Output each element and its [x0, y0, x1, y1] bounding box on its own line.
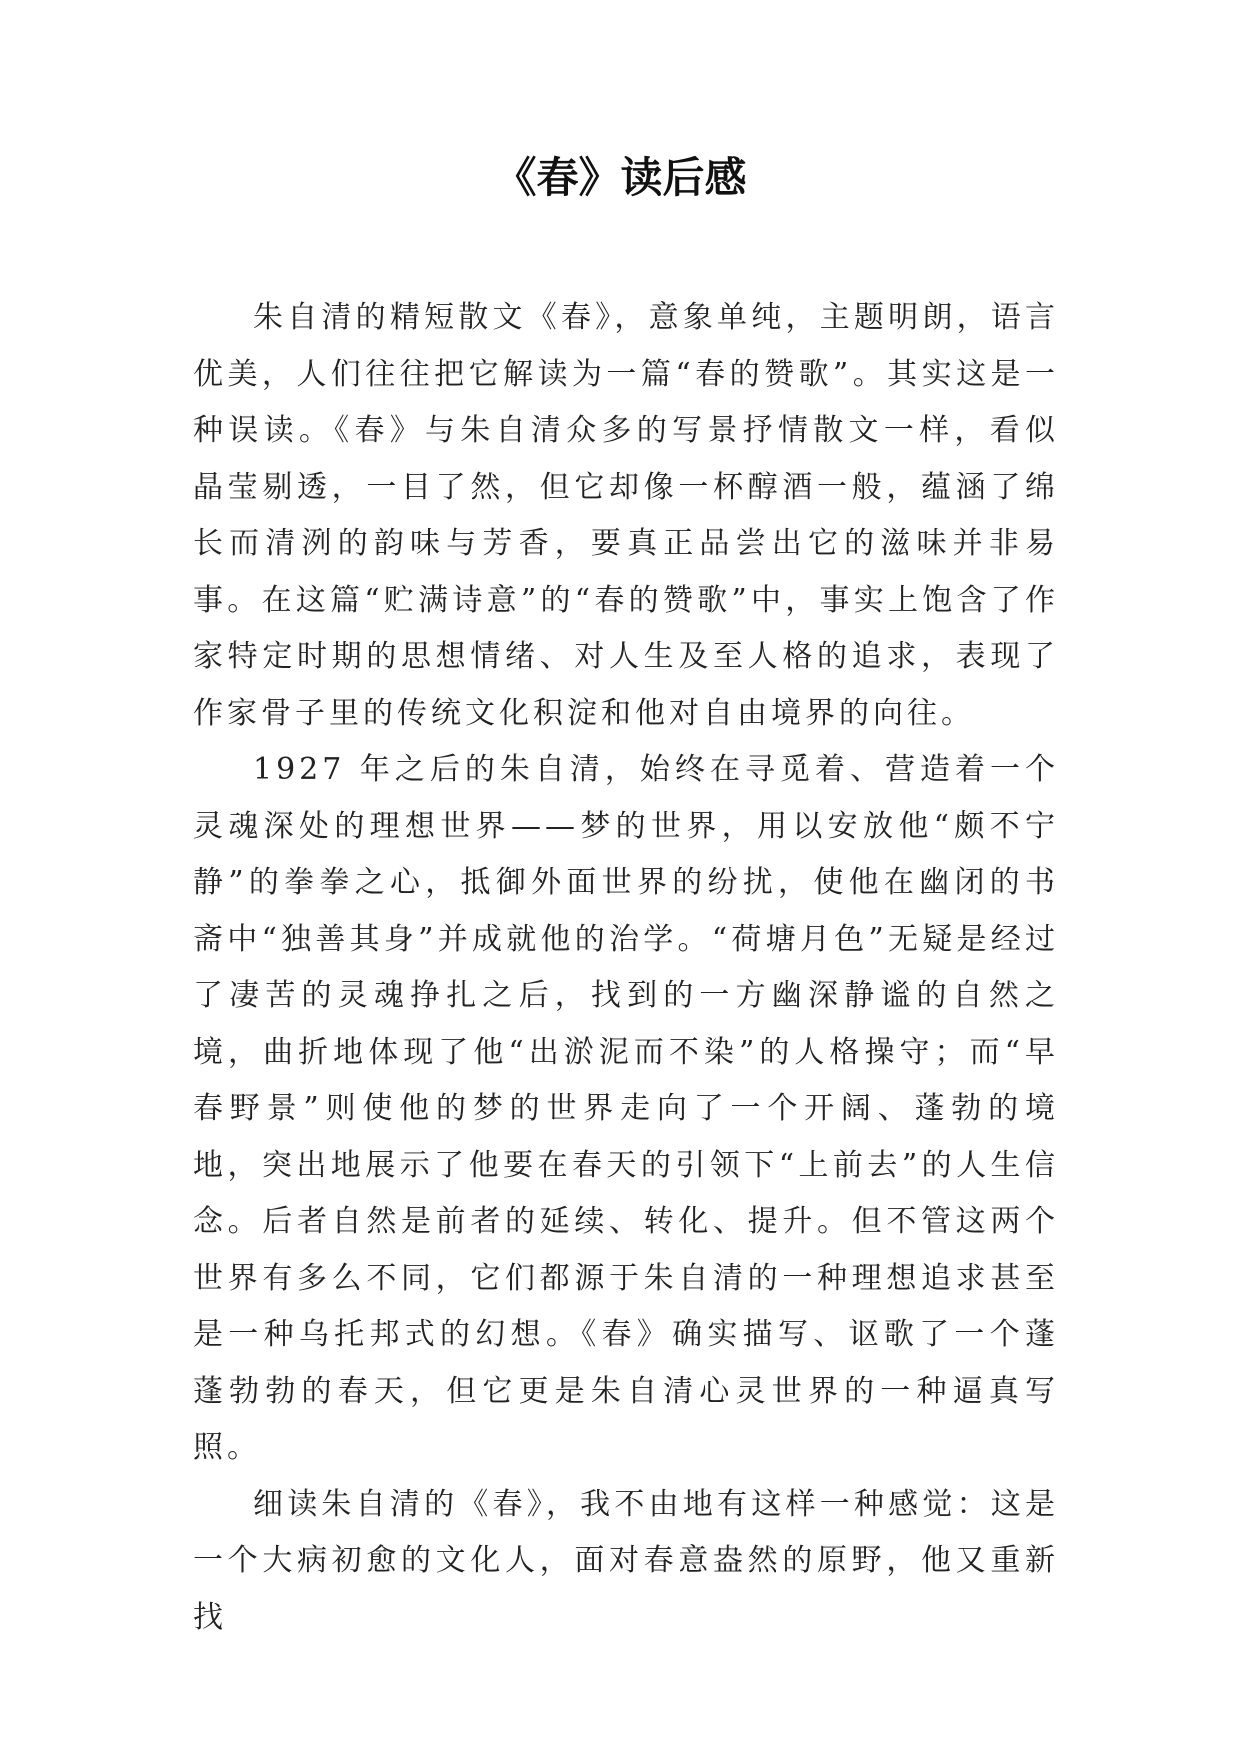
- paragraph-2: 1927 年之后的朱自清，始终在寻觅着、营造着一个灵魂深处的理想世界——梦的世界，用以安放他“颇不宁静”的拳拳之心，抵御外面世界的纷扰，使他在幽闭的书斋中“独善其身”并成就他的治学。“荷塘月色”无疑是经过了凄苦的灵魂挣扎之后，找到的一方幽深静谧的自然之境，曲折地体现了他“出淤泥而不染”的人格操守；而“早春野景”则使他的梦的世界走向了一个开阔、蓬勃的境地，突出地展示了他要在春天的引领下“上前去”的人生信念。后者自然是前者的延续、转化、提升。但不管这两个世界有多么不同，它们都源于朱自清的一种理想追求甚至是一种乌托邦式的幻想。《春》确实描写、讴歌了一个蓬蓬勃勃的春天，但它更是朱自清心灵世界的一种逼真写照。: [193, 752, 1059, 1465]
- document-title: 《春》读后感: [494, 153, 747, 202]
- paragraph-1: 朱自清的精短散文《春》，意象单纯，主题明朗，语言优美，人们往往把它解读为一篇“春的赞歌”。其实这是一种误读。《春》与朱自清众多的写景抒情散文一样，看似晶莹剔透，一目了然，但它却像一杯醇酒一般，蕴涵了绵长而清洌的韵味与芳香，要真正品尝出它的滋味并非易事。在这篇“贮满诗意”的“春的赞歌”中，事实上饱含了作家特定时期的思想情绪、对人生及至人格的追求，表现了作家骨子里的传统文化积淀和他对自由境界的向往。: [193, 300, 1059, 731]
- document-body: [193, 290, 1059, 1646]
- paragraph-3: 细读朱自清的《春》，我不由地有这样一种感觉：这是一个大病初愈的文化人，面对春意盎然的原野，他又重新找: [193, 1486, 1059, 1635]
